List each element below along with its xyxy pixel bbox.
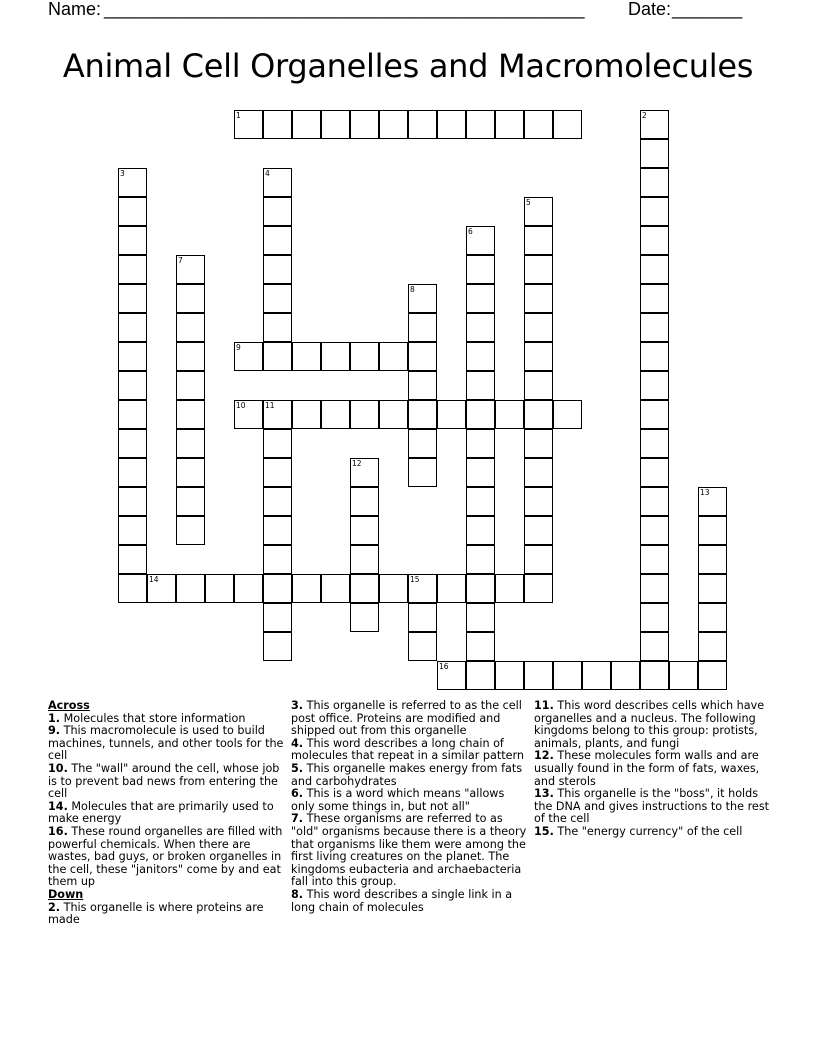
clue-down-8 [291, 889, 527, 914]
clue-number-label: 7 [178, 256, 183, 265]
crossword-cell[interactable] [640, 255, 669, 284]
crossword-cell[interactable] [263, 197, 292, 226]
crossword-cell[interactable] [176, 574, 205, 603]
clue-number-label: 13 [700, 488, 710, 497]
crossword-cell[interactable] [321, 110, 350, 139]
clue-number: 12. [534, 749, 554, 763]
crossword-cell[interactable] [466, 110, 495, 139]
crossword-cell[interactable] [698, 603, 727, 632]
crossword-cell[interactable] [466, 632, 495, 661]
crossword-cell[interactable] [379, 574, 408, 603]
crossword-cell[interactable] [350, 487, 379, 516]
crossword-cell[interactable] [553, 400, 582, 429]
crossword-cell[interactable] [495, 661, 524, 690]
crossword-cell[interactable] [524, 255, 553, 284]
clue-number: 5. [291, 761, 304, 775]
crossword-cell[interactable] [524, 487, 553, 516]
crossword-cell[interactable] [669, 661, 698, 690]
clue-text: This word describes a single link in a long chain of molecules [291, 887, 513, 914]
crossword-cell[interactable] [263, 632, 292, 661]
crossword-cell[interactable] [176, 429, 205, 458]
crossword-cell[interactable] [321, 400, 350, 429]
crossword-cell[interactable] [408, 110, 437, 139]
clue-number-label: 5 [526, 198, 531, 207]
clue-down-6 [291, 788, 527, 813]
crossword-cell[interactable] [350, 603, 379, 632]
crossword-cell[interactable] [176, 313, 205, 342]
crossword-cell[interactable] [292, 342, 321, 371]
crossword-cell[interactable] [176, 284, 205, 313]
crossword-cell[interactable] [640, 458, 669, 487]
crossword-cell[interactable] [350, 110, 379, 139]
crossword-cell[interactable] [408, 400, 437, 429]
clue-down-2 [48, 902, 284, 927]
crossword-cell[interactable] [408, 429, 437, 458]
crossword-cell[interactable] [176, 400, 205, 429]
clue-number-label: 11 [265, 401, 275, 410]
clue-number: 9. [48, 724, 61, 738]
crossword-cell[interactable] [118, 400, 147, 429]
clue-text: These organisms are referred to as "old" organisms because there is a theory that organisms like them were among the first living creatures on the planet. The kingdoms eubacteria and archaebacteria fall into this group. [291, 812, 527, 889]
clue-text: This macromolecule is used to build machines, tunnels, and other tools for the cell [48, 724, 284, 763]
crossword-cell[interactable] [640, 603, 669, 632]
crossword-cell[interactable] [466, 545, 495, 574]
page-title: Animal Cell Organelles and Macromolecules [62, 47, 754, 85]
crossword-cell[interactable] [118, 458, 147, 487]
crossword-cell[interactable] [466, 400, 495, 429]
crossword-cell[interactable] [263, 226, 292, 255]
crossword-cell[interactable] [553, 110, 582, 139]
crossword-cell[interactable] [466, 429, 495, 458]
crossword-cell[interactable] [524, 110, 553, 139]
clue-text: Molecules that store information [63, 711, 246, 725]
clue-text: Molecules that are primarily used to make energy [48, 799, 274, 826]
clue-text: This organelle is where proteins are made [48, 900, 264, 927]
crossword-cell[interactable] [698, 545, 727, 574]
crossword-cell[interactable] [466, 574, 495, 603]
crossword-cell[interactable] [640, 342, 669, 371]
crossword-cell[interactable] [553, 661, 582, 690]
clue-across-16 [48, 826, 284, 889]
clue-number: 16. [48, 824, 68, 838]
crossword-cell[interactable] [524, 226, 553, 255]
crossword-cell[interactable] [437, 400, 466, 429]
crossword-cell[interactable] [640, 632, 669, 661]
clue-number-label: 12 [352, 459, 362, 468]
clue-number: 4. [291, 736, 304, 750]
clue-number: 6. [291, 787, 304, 801]
crossword-cell[interactable] [118, 313, 147, 342]
crossword-cell[interactable] [495, 400, 524, 429]
crossword-cell[interactable] [466, 284, 495, 313]
crossword-cell[interactable] [408, 313, 437, 342]
date-field[interactable]: _______ [672, 0, 743, 19]
date-label: Date: [628, 0, 672, 19]
crossword-cell[interactable] [176, 371, 205, 400]
clue-down-5 [291, 763, 527, 788]
clue-number-label: 16 [439, 662, 449, 671]
clue-down-15 [534, 826, 770, 839]
crossword-cell[interactable] [263, 516, 292, 545]
crossword-cell[interactable] [524, 661, 553, 690]
clue-number-label: 4 [265, 169, 270, 178]
crossword-cell[interactable] [118, 255, 147, 284]
clue-number-label: 1 [236, 111, 241, 120]
clue-number: 8. [291, 887, 304, 901]
clue-across-14 [48, 801, 284, 826]
crossword-cell[interactable] [379, 342, 408, 371]
crossword-cell[interactable] [640, 313, 669, 342]
crossword-cell[interactable] [350, 342, 379, 371]
clue-down-7 [291, 813, 527, 889]
crossword-cell[interactable] [524, 313, 553, 342]
crossword-cell[interactable] [640, 371, 669, 400]
name-field[interactable]: ________________________________________________ [104, 0, 585, 19]
crossword-cell[interactable] [466, 458, 495, 487]
clue-number: 13. [534, 787, 554, 801]
crossword-cell[interactable] [466, 487, 495, 516]
crossword-cell[interactable] [524, 516, 553, 545]
clue-down-13 [534, 788, 770, 826]
clue-number-label: 2 [642, 111, 647, 120]
clues-column-3 [534, 700, 770, 839]
clues-column-2 [291, 700, 527, 914]
crossword-cell[interactable] [263, 313, 292, 342]
clue-number-label: 9 [236, 343, 241, 352]
crossword-cell[interactable] [466, 603, 495, 632]
across-heading: Across [48, 699, 90, 712]
clue-number: 7. [291, 812, 304, 826]
crossword-cell[interactable] [350, 516, 379, 545]
crossword-cell[interactable] [640, 516, 669, 545]
crossword-cell[interactable] [118, 429, 147, 458]
clue-text: The "energy currency" of the cell [557, 824, 743, 838]
crossword-cell[interactable] [176, 487, 205, 516]
crossword-cell[interactable] [292, 574, 321, 603]
crossword-cell[interactable] [437, 574, 466, 603]
clue-text: These round organelles are filled with powerful chemicals. When there are wastes, bad guys, or broken organelles in the cell, these "janitors" come by and eat them up [48, 824, 283, 889]
crossword-cell[interactable] [263, 342, 292, 371]
crossword-cell[interactable] [292, 110, 321, 139]
clue-number-label: 6 [468, 227, 473, 236]
clue-number: 1. [48, 711, 61, 725]
crossword-cell[interactable] [321, 574, 350, 603]
clues-column-1 [48, 700, 284, 927]
crossword-cell[interactable] [582, 661, 611, 690]
crossword-cell[interactable] [524, 400, 553, 429]
clue-text: This organelle is referred to as the cell post office. Proteins are modified and shipped out from this organelle [291, 699, 522, 738]
crossword-cell[interactable] [640, 284, 669, 313]
crossword-cell[interactable] [466, 342, 495, 371]
crossword-cell[interactable] [263, 574, 292, 603]
clue-down-3 [291, 700, 527, 738]
crossword-cell[interactable] [176, 342, 205, 371]
crossword-cell[interactable] [640, 226, 669, 255]
crossword-cell[interactable] [524, 342, 553, 371]
crossword-cell[interactable] [263, 487, 292, 516]
crossword-cell[interactable] [640, 429, 669, 458]
crossword-cell[interactable] [437, 110, 466, 139]
clue-text: The "wall" around the cell, whose job is to prevent bad news from entering the cell [48, 761, 280, 801]
crossword-cell[interactable] [205, 574, 234, 603]
clue-down-12 [534, 750, 770, 788]
crossword-cell[interactable] [640, 168, 669, 197]
crossword-cell[interactable] [698, 632, 727, 661]
crossword-cell[interactable] [640, 197, 669, 226]
crossword-cell[interactable] [524, 574, 553, 603]
crossword-cell[interactable] [640, 661, 669, 690]
crossword-cell[interactable] [263, 545, 292, 574]
crossword-cell[interactable] [118, 342, 147, 371]
clue-down-11 [534, 700, 770, 750]
crossword-cell[interactable] [118, 371, 147, 400]
crossword-cell[interactable] [466, 516, 495, 545]
crossword-cell[interactable] [466, 661, 495, 690]
crossword-cell[interactable] [466, 255, 495, 284]
crossword-cell[interactable] [292, 400, 321, 429]
clue-number: 11. [534, 699, 554, 712]
clue-down-4 [291, 738, 527, 763]
crossword-cell[interactable] [640, 487, 669, 516]
clue-text: This organelle makes energy from fats and carbohydrates [291, 761, 523, 788]
crossword-cell[interactable] [408, 603, 437, 632]
crossword-cell[interactable] [350, 400, 379, 429]
crossword-cell[interactable] [698, 574, 727, 603]
crossword-cell[interactable] [408, 371, 437, 400]
crossword-cell[interactable] [640, 400, 669, 429]
crossword-cell[interactable] [118, 574, 147, 603]
crossword-cell[interactable] [640, 139, 669, 168]
clue-number-label: 10 [236, 401, 246, 410]
crossword-cell[interactable] [321, 342, 350, 371]
name-label: Name: [48, 0, 102, 19]
crossword-cell[interactable] [234, 574, 263, 603]
crossword-cell[interactable] [379, 110, 408, 139]
crossword-cell[interactable] [495, 574, 524, 603]
crossword-cell[interactable] [118, 284, 147, 313]
clue-across-9 [48, 725, 284, 763]
crossword-cell[interactable] [495, 110, 524, 139]
clue-text: This organelle is the "boss", it holds the DNA and gives instructions to the rest of the cell [534, 787, 770, 826]
clue-number: 2. [48, 900, 61, 914]
crossword-cell[interactable] [350, 545, 379, 574]
crossword-cell[interactable] [408, 458, 437, 487]
clue-number-label: 15 [410, 575, 420, 584]
clue-text: These molecules form walls and are usually found in the form of fats, waxes, and sterols [534, 749, 760, 788]
crossword-cell[interactable] [698, 516, 727, 545]
clue-text: This is a word which means "allows only some things in, but not all" [291, 787, 505, 813]
crossword-cell[interactable] [524, 284, 553, 313]
crossword-cell[interactable] [408, 632, 437, 661]
crossword-cell[interactable] [176, 516, 205, 545]
crossword-cell[interactable] [118, 487, 147, 516]
crossword-cell[interactable] [263, 284, 292, 313]
crossword-cell[interactable] [524, 458, 553, 487]
crossword-cell[interactable] [466, 313, 495, 342]
clue-number: 14. [48, 799, 68, 813]
clue-number-label: 14 [149, 575, 159, 584]
clue-number: 3. [291, 699, 304, 712]
crossword-cell[interactable] [524, 429, 553, 458]
clue-number: 15. [534, 824, 554, 838]
crossword-cell[interactable] [524, 371, 553, 400]
crossword-cell[interactable] [263, 429, 292, 458]
crossword-cell[interactable] [524, 545, 553, 574]
crossword-cell[interactable] [466, 371, 495, 400]
clue-number: 10. [48, 761, 68, 775]
crossword-cell[interactable] [263, 110, 292, 139]
clue-text: This word describes a long chain of molecules that repeat in a similar pattern [291, 736, 524, 763]
crossword-cell[interactable] [263, 255, 292, 284]
crossword-cell[interactable] [176, 458, 205, 487]
clue-text: This word describes cells which have organelles and a nucleus. The following kingdoms belong to this group: protists, animals, plants, and fungi [534, 699, 765, 750]
crossword-cell[interactable] [350, 574, 379, 603]
crossword-cell[interactable] [408, 342, 437, 371]
crossword-cell[interactable] [118, 545, 147, 574]
crossword-cell[interactable] [263, 458, 292, 487]
crossword-cell[interactable] [379, 400, 408, 429]
crossword-cell[interactable] [611, 661, 640, 690]
down-heading: Down [48, 887, 84, 901]
crossword-cell[interactable] [118, 197, 147, 226]
crossword-cell[interactable] [698, 661, 727, 690]
crossword-cell[interactable] [118, 226, 147, 255]
clue-number-label: 3 [120, 169, 125, 178]
crossword-cell[interactable] [640, 574, 669, 603]
clue-number-label: 8 [410, 285, 415, 294]
crossword-cell[interactable] [640, 545, 669, 574]
crossword-cell[interactable] [263, 603, 292, 632]
crossword-cell[interactable] [118, 516, 147, 545]
clue-across-10 [48, 763, 284, 801]
